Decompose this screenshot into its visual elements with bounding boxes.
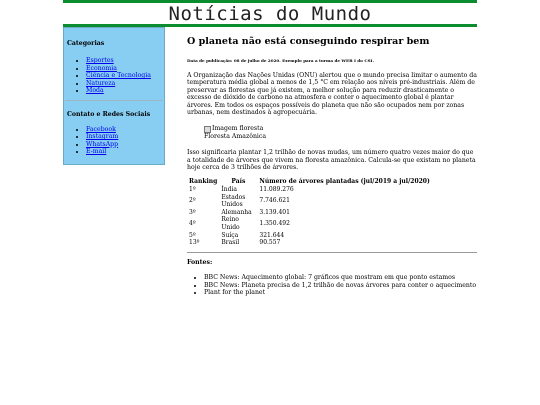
list-item [86, 126, 164, 134]
article [187, 36, 477, 296]
list-item [86, 148, 164, 156]
table-row [187, 232, 432, 240]
publication-date: Data de publicação: 08 de julho de 2020. Exemplo para a turma de WEB I do CSI. [187, 58, 374, 63]
sidebar-categorias [64, 28, 164, 95]
list-item: • Plant for the planet [204, 289, 477, 296]
broken-image-icon [204, 126, 211, 133]
table-cell-pais: Brasil [221, 239, 240, 247]
contato-heading: Contato e Redes Sociais [67, 110, 151, 118]
list-item [86, 57, 164, 65]
category-link-ciencia[interactable]: Ciência e Tecnologia [86, 72, 151, 79]
contato-list [64, 126, 164, 156]
table-cell-arvores: 1.350.492 [259, 220, 290, 228]
fontes-heading: Fontes: [187, 258, 213, 266]
categorias-heading: Categorias [67, 40, 105, 47]
table-cell-ranking: 1º [189, 186, 196, 194]
table-cell-pais: Suíça [221, 231, 239, 239]
list-item: • BBC News: Aquecimento global: 7 gráficos que mostram em que ponto estamos [204, 274, 477, 281]
table-cell-ranking: 3º [189, 208, 196, 216]
site-title: Notícias do Mundo [168, 2, 372, 25]
category-link-esportes[interactable]: Esportes [86, 57, 114, 64]
site-header [63, 0, 477, 27]
category-link-moda[interactable]: Moda [86, 87, 104, 94]
table-cell-ranking: 5º [189, 231, 196, 239]
article-title: O planeta não está conseguindo respirar bem [187, 36, 430, 47]
sidebar [63, 27, 165, 165]
sidebar-divider [65, 100, 163, 101]
table-header-ranking: Ranking [189, 178, 218, 186]
table-cell-pais: Alemanha [221, 208, 252, 216]
article-figure [187, 125, 477, 140]
category-link-natureza[interactable]: Natureza [86, 79, 116, 87]
header-title-area [63, 3, 477, 24]
table-row [187, 216, 432, 231]
list-item [86, 65, 164, 73]
content-divider [187, 252, 477, 253]
table-cell-arvores: 321.644 [259, 231, 285, 239]
social-link-instagram[interactable]: Instagram [86, 133, 119, 140]
table-row [187, 186, 432, 194]
article-paragraph-1: A Organização das Nações Unidas (ONU) alertou que o mundo precisa limitar o aumento da temperatura média global a menos de 1,5 °C em relação aos níveis pré-industriais. Além de preservar as florestas que já existem, a melhor solução para reduzir drasticamente o excesso de dióxido de carbono na atmosfera e conter o aquecimento global é plantar árvores. Em todos os espaços possíveis do planeta que não são ocupados nem por zonas urbanas, nem destinados à agropecuária. [187, 72, 477, 117]
list-item [86, 87, 164, 95]
table-cell-arvores: 11.089.276 [259, 186, 294, 194]
table-cell-arvores: 90.557 [259, 239, 281, 247]
table-header-arvores: Número de árvores plantadas (jul/2019 a jul/2020) [259, 178, 430, 186]
social-link-email[interactable]: E-mail [86, 148, 107, 155]
list-item: • BBC News: Planeta precisa de 1,2 trilhão de novas árvores para conter o aquecimento [204, 282, 477, 289]
table-cell-arvores: 7.746.621 [259, 197, 290, 205]
table-header-pais: País [231, 178, 246, 186]
category-link-economia[interactable]: Economia [86, 64, 117, 72]
table-header-row [187, 178, 432, 186]
table-row [187, 239, 432, 247]
article-paragraph-2: Isso significaria plantar 1,2 trilhão de novas mudas, um número quatro vezes maior do que a totalidade de árvores que vivem na floresta amazônica. Calcula-se que existam no planeta hoje cerca de 3 trilhões de árvores. [187, 149, 476, 172]
table-row [187, 209, 432, 217]
image-caption: Floresta Amazônica [204, 132, 267, 140]
table-cell-pais: Índia [221, 186, 237, 194]
sidebar-contato [64, 106, 164, 156]
fontes-list [187, 274, 477, 296]
table-cell-ranking: 13º [189, 239, 200, 247]
social-link-whatsapp[interactable]: WhatsApp [86, 140, 119, 148]
list-item [86, 80, 164, 88]
social-link-facebook[interactable]: Facebook [86, 125, 116, 133]
table-cell-pais: Estados Unidos [221, 193, 246, 209]
categorias-list [64, 57, 164, 95]
list-item [86, 72, 164, 80]
table-cell-arvores: 3.139.401 [259, 208, 290, 216]
table-cell-pais: Reino Unido [221, 216, 240, 232]
list-item [86, 141, 164, 149]
image-alt-text: Imagem floresta [212, 125, 264, 133]
list-item [86, 133, 164, 141]
image-placeholder [204, 125, 477, 132]
table-cell-ranking: 4º [189, 220, 196, 228]
ranking-table [187, 178, 432, 246]
table-row [187, 194, 432, 209]
table-cell-ranking: 2º [189, 197, 196, 205]
